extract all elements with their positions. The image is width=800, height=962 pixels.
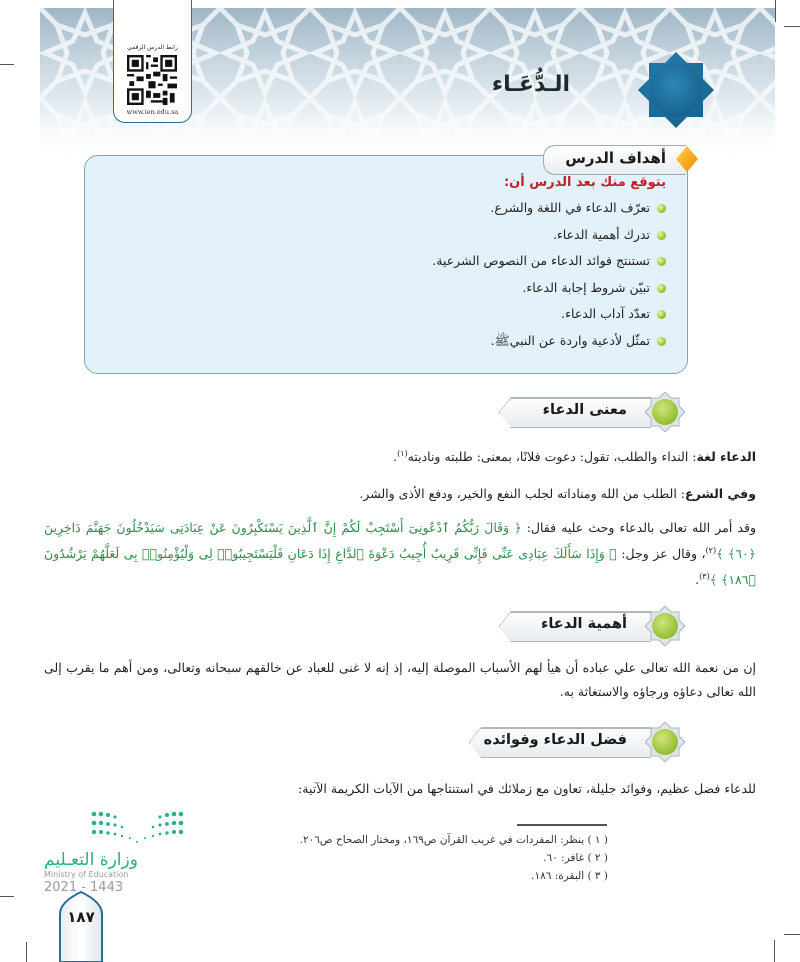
meaning-quran-paragraph <box>44 516 756 591</box>
footnote-ref[interactable]: (١) <box>397 449 408 458</box>
crop-mark <box>0 896 14 897</box>
section-header-importance <box>500 606 685 646</box>
green-bullet-icon <box>657 231 666 240</box>
page-number-tab-icon <box>58 890 104 962</box>
section-title: أهمية الدعاء <box>540 616 627 632</box>
footnote-ref[interactable]: (٢) <box>705 546 717 555</box>
green-bullet-icon <box>657 204 666 213</box>
green-bullet-icon <box>657 284 666 293</box>
objective-text: تدرك أهمية الدعاء. <box>552 226 650 242</box>
term-shar: وفي الشرع <box>685 486 756 501</box>
qr-label: رابط الدرس الرقمي <box>127 44 178 51</box>
full-stop: . <box>695 572 700 588</box>
ministry-name-ar: وزارة التعـليم <box>44 850 138 870</box>
section-title: معنى الدعاء <box>542 402 627 418</box>
crop-mark <box>784 934 800 935</box>
green-bullet-icon <box>657 337 666 346</box>
objectives-title: أهداف الدرس <box>565 149 666 167</box>
green-octagon-badge-icon <box>645 392 685 432</box>
objective-text: تمثّل لأدعية واردة عن النبيﷺ. <box>490 332 650 348</box>
objective-item <box>432 306 666 333</box>
importance-paragraph: إن من نعمة الله تعالى علي عباده أن هيأ لهم الأسباب الموصلة إليه، إذ إنه لا غنى للعباد عن خالقهم سبحانه وتعالى، ومن أهم ما يقرب إلى الله تعالى دعاؤه ورجاؤه والاستغاثة به. <box>44 660 756 699</box>
quran-intro: وقد أمر الله تعالى بالدعاء وحث عليه فقال: <box>521 520 756 535</box>
footnote: ( ٣ ) البقرة: ١٨٦. <box>531 870 608 882</box>
objective-item <box>432 253 666 280</box>
lang-definition: : النداء والطلب، تقول: دعوت فلانًا، بمعنى: طلبته وناديته <box>407 449 697 465</box>
page-number: ١٨٧ <box>67 908 95 926</box>
ministry-logo <box>40 810 190 900</box>
objective-item <box>432 333 666 360</box>
footnotes-list <box>300 834 608 888</box>
virtue-paragraph: للدعاء فضل عظيم، وفوائد جليلة، تعاون مع زملائك في استنتاجها من الآيات الكريمة الآتية: <box>298 781 756 796</box>
footnote: ( ١ ) ينظر: المفردات في غريب القرآن ص١٦٩، ومختار الصحاح ص٢٠٦. <box>299 834 608 846</box>
quran-connector: ، وقال عز وجل: <box>616 546 706 562</box>
footnote: ( ٢ ) غافر: ٦٠. <box>543 852 608 864</box>
green-octagon-badge-icon <box>645 722 685 762</box>
objectives-intro: يتوقع منك بعد الدرس أن: <box>503 175 666 190</box>
section-header-virtue <box>470 722 685 762</box>
objective-text: تبيّن شروط إجابة الدعاء. <box>522 279 650 295</box>
crop-mark <box>775 0 776 22</box>
objectives-list <box>432 200 666 359</box>
meaning-lang-paragraph <box>44 441 756 469</box>
crop-mark <box>784 26 800 27</box>
green-bullet-icon <box>657 257 666 266</box>
qr-url[interactable]: www.ien.edu.sa <box>126 108 179 116</box>
objective-text: تعرّف الدعاء في اللغة والشرع. <box>490 200 650 215</box>
qr-code-icon[interactable] <box>126 55 178 105</box>
objective-item <box>432 280 666 307</box>
lesson-title: الـدُّعَـاء <box>491 72 570 97</box>
qr-card[interactable] <box>113 0 192 123</box>
ministry-name-en: Ministry of Education <box>44 870 129 879</box>
objective-item <box>432 200 666 227</box>
edition-year: 2021 - 1443 <box>44 880 124 895</box>
crop-mark <box>774 940 775 962</box>
ministry-dots-icon <box>90 810 185 845</box>
section-header-meaning <box>500 392 685 432</box>
quran-verse: ﴿ وَقَالَ رَبُّكُمُ ٱدْعُونِىٓ أَسْتَجِبْ لَكُمْ إِنَّ ٱلَّذِينَ يَسْتَكْبِرُونَ عَنْ عِبَادَتِى سَيَدْخُلُونَ جَهَنَّمَ دَاخِرِينَ ﴿٦٠﴾ ﴾ <box>44 520 756 562</box>
objectives-tab <box>543 145 686 175</box>
footnote-divider <box>517 824 607 826</box>
objective-item <box>432 227 666 254</box>
section-title: فضل الدعاء وفوائده <box>483 732 627 748</box>
meaning-shar-paragraph <box>44 481 756 506</box>
full-stop: . <box>393 449 398 465</box>
footnote-ref[interactable]: (٣) <box>699 572 710 582</box>
crop-mark <box>0 64 14 65</box>
crop-mark <box>26 942 27 962</box>
shar-definition: : الطلب من الله ومناداته لجلب النفع والخير، ودفع الأذى والشر. <box>359 486 686 501</box>
term-lang: الدعاء لغة <box>696 449 756 465</box>
objective-text: تستنتج فوائد الدعاء من النصوص الشرعية. <box>432 253 650 268</box>
quran-verse: ﴿ وَإِذَا سَأَلَكَ عِبَادِى عَنِّى فَإِنِّى قَرِيبٌ أُجِيبُ دَعْوَةَ ٱلدَّاعِ إِذَا دَعَانِ فَلْيَسْتَجِيبُوا۟ لِى وَلْيُؤْمِنُوا۟ بِى لَعَلَّهُمْ يَرْشُدُونَ ﴿١٨٦﴾ ﴾ <box>44 546 756 588</box>
title-badge-icon <box>638 52 714 128</box>
green-octagon-badge-icon <box>645 606 685 646</box>
orange-diamond-icon <box>676 146 698 172</box>
objective-text: تعدّد آداب الدعاء. <box>561 306 650 321</box>
green-bullet-icon <box>657 310 666 319</box>
